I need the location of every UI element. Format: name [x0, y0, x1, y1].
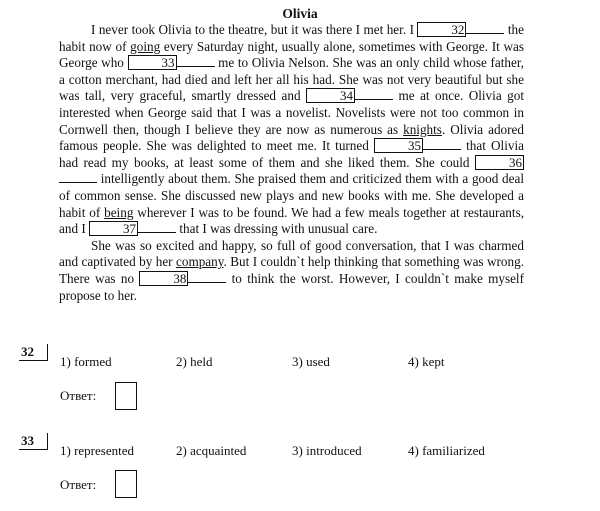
gap-number-32: 32 — [417, 22, 466, 37]
question-32-option-1[interactable]: 1) formed — [60, 354, 112, 369]
gap-blank-36 — [59, 171, 97, 183]
gap-number-38: 38 — [139, 271, 188, 286]
gap-blank-35 — [423, 138, 461, 150]
gap-number-34: 34 — [306, 88, 355, 103]
question-33-option-2[interactable]: 2) acquainted — [176, 443, 247, 458]
gap-number-35: 35 — [374, 138, 423, 153]
answer-label-33: Ответ: — [60, 477, 97, 492]
gap-blank-32 — [466, 22, 504, 34]
gap-number-36: 36 — [475, 155, 524, 170]
gap-blank-33 — [177, 55, 215, 67]
gap-blank-34 — [355, 88, 393, 100]
question-number-33: 33 — [19, 433, 48, 450]
answer-box-33[interactable] — [115, 470, 137, 498]
paragraph-1: I never took Olivia to the theatre, but it was there I met her. I 32 the habit now of going every Saturday night, usually alone, sometimes with George. It was George who 33 me to Olivia Nelson. She was an only child whose father, a cotton merchant, had died and left her all his had. She was not very beautiful but she was tall, very graceful, smartly dressed and 34 me at once. Olivia got interested when George said that I was a novelist. Novelists were not too common in Cornwell then, though I believe they are now as numerous as knights. Olivia adored famous people. She was delighted to meet me. It turned 35 that Olivia had read my books, at least some of them and she liked them. She could 36 intelligently about them. She praised them and criticized them with a good deal of common sense. She discussed new plays and new books with me. She developed a habit of being wherever I was to be found. We had a few meals together at restaurants, and I 37 that I was dressing with unusual care. — [59, 22, 524, 237]
gap-blank-37 — [138, 221, 176, 233]
question-32-option-4[interactable]: 4) kept — [408, 354, 445, 369]
answer-label-32: Ответ: — [60, 388, 97, 403]
passage-text — [59, 22, 524, 304]
passage-title: Olivia — [282, 6, 318, 21]
paragraph-2: She was so excited and happy, so full of good conversation, that I was charmed and captivated by her company. But I couldn`t help thinking that something was wrong. There was no 38 to think the worst. However, I couldn`t make myself propose to her. — [59, 237, 524, 303]
question-number-32: 32 — [19, 344, 48, 361]
question-33-option-4[interactable]: 4) familiarized — [408, 443, 485, 458]
question-32-option-3[interactable]: 3) used — [292, 354, 330, 369]
question-33-option-3[interactable]: 3) introduced — [292, 443, 362, 458]
question-32-option-2[interactable]: 2) held — [176, 354, 213, 369]
gap-number-33: 33 — [128, 55, 177, 70]
gap-blank-38 — [188, 271, 226, 283]
answer-box-32[interactable] — [115, 382, 137, 410]
question-33-option-1[interactable]: 1) represented — [60, 443, 134, 458]
gap-number-37: 37 — [89, 221, 138, 236]
